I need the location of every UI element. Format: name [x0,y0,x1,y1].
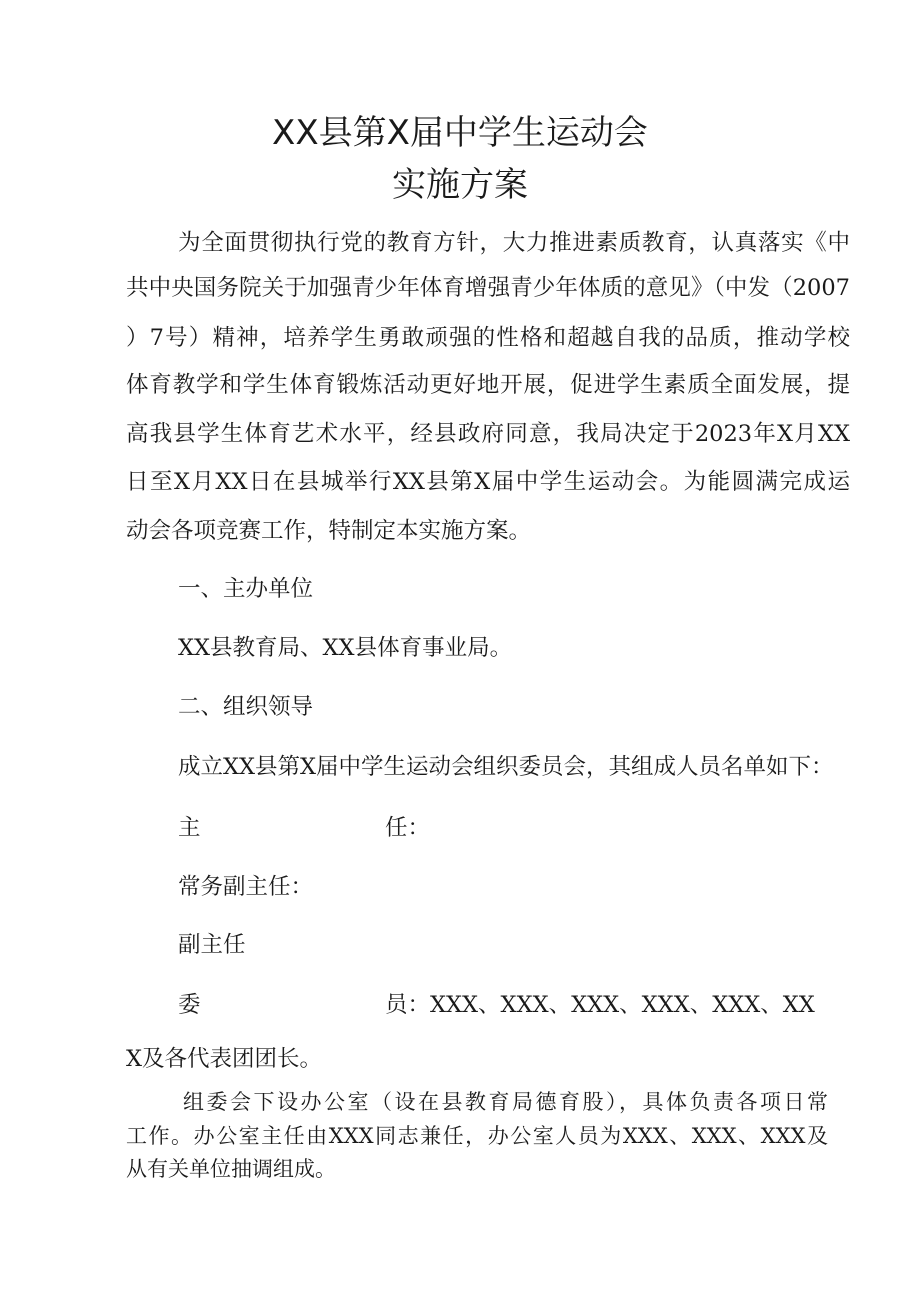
section-body: 成立XX县第X届中学生运动会组织委员会，其组成人员名单如下： [178,754,834,780]
intro-line: 动会各项竞赛工作，特制定本实施方案。 [126,518,532,544]
document-title: XX县第X届中学生运动会 [272,113,648,153]
office-line: 从有关单位抽调组成。 [126,1157,336,1181]
executive-deputy-label: 常务副主任： [178,874,314,900]
document-subtitle: 实施方案 [392,165,528,205]
intro-line: 为全面贯彻执行党的教育方针，大力推进素质教育，认真落实《中 [178,230,850,256]
intro-line: 高我县学生体育艺术水平，经县政府同意，我局决定于2023年X月XX [126,421,850,447]
section-heading: 二、组织领导 [178,694,314,720]
office-line: 工作。办公室主任由XXX同志兼任，办公室人员为XXX、XXX、XXX及 [126,1124,828,1148]
director-label-suffix: 任： [385,815,431,841]
director-label: 主 [178,815,201,841]
section-body: XX县教育局、XX县体育事业局。 [178,635,513,661]
members-label: 委 [178,992,201,1018]
deputy-label: 副主任 [178,932,246,958]
members-continuation: X及各代表团团长。 [126,1046,323,1072]
section-heading: 一、主办单位 [178,576,314,602]
intro-line: 日至X月XX日在县城举行XX县第X届中学生运动会。为能圆满完成运 [126,469,850,495]
intro-line: 体育教学和学生体育锻炼活动更好地开展，促进学生素质全面发展，提 [126,372,850,398]
intro-line: ）7号）精神，培养学生勇敢顽强的性格和超越自我的品质，推动学校 [126,325,850,351]
members-list: 员：XXX、XXX、XXX、XXX、XXX、XX [385,992,815,1018]
office-line: 组委会下设办公室（设在县教育局德育股），具体负责各项日常 [183,1090,828,1114]
intro-line: 共中央国务院关于加强青少年体育增强青少年体质的意见》（中发（2007 [126,275,850,301]
